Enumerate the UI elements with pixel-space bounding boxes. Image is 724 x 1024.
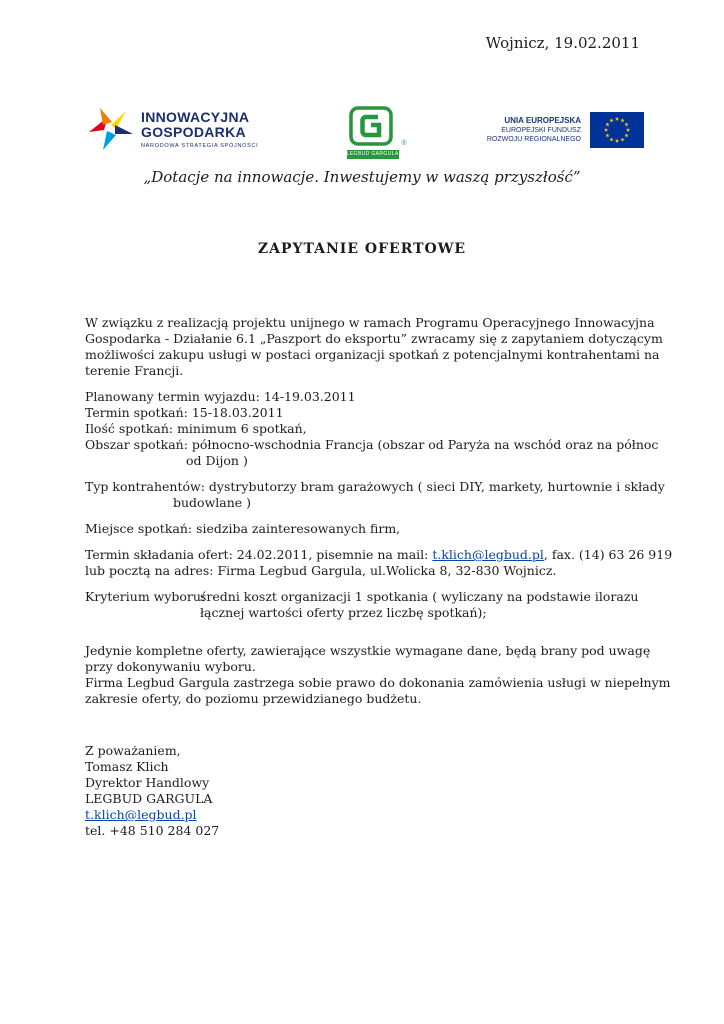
deadline-line	[85, 547, 684, 563]
paragraph-line: W związku z realizacją projektu unijnego w ramach Programu Operacyjnego Innowacyjna	[85, 315, 655, 330]
detail-line-meetings-term: Termin spotkań: 15-18.03.2011	[85, 405, 284, 420]
signature-position: Dyrektor Handlowy	[85, 775, 210, 790]
signature-closing: Z poważaniem,	[85, 743, 181, 758]
innowacyjna-gospodarka-logo	[88, 106, 258, 152]
detail-line-area: Obszar spotkań: północno-wschodnia Francja (obszar od Paryża na wschód oraz na północ	[85, 437, 659, 452]
meeting-place-line: Miejsce spotkań: siedziba zainteresowanych firm,	[85, 521, 401, 536]
closing-line: zakresie oferty, do poziomu przewidzianego budżetu.	[85, 691, 422, 706]
legbud-gargula-logo	[346, 106, 407, 159]
eu-flag-icon	[590, 112, 644, 148]
ig-logo-text	[141, 110, 258, 149]
closing-line: Jedynie kompletne oferty, zawierające wszystkie wymagane dane, będą brany pod uwagę	[85, 643, 651, 658]
eu-line1: UNIA EUROPEJSKA	[504, 116, 581, 125]
header-logos	[88, 106, 644, 159]
contractors-line: Typ kontrahentów: dystrybutorzy bram garażowych ( sieci DIY, markety, hurtownie i składy	[85, 479, 665, 494]
signature-email-link[interactable]: t.klich@legbud.pl	[85, 807, 197, 822]
ig-star-icon	[88, 106, 134, 152]
page-title: ZAPYTANIE OFERTOWE	[257, 241, 467, 257]
motto-line: „Dotacje na innowacje. Inwestujemy w waszą przyszłość”	[143, 168, 581, 186]
deadline-line-cont: lub pocztą na adres: Firma Legbud Gargula, ul.Wolicka 8, 32-830 Wojnicz.	[85, 563, 557, 578]
contractors-line-cont: budowlane )	[173, 495, 252, 510]
criterion-line	[85, 589, 684, 605]
legbud-caption: LEGBUD GARGULA	[346, 151, 399, 157]
signature-company: LEGBUD GARGULA	[85, 791, 213, 806]
eu-logo	[487, 112, 644, 148]
letter-body	[85, 315, 684, 839]
legbud-logo-icon	[349, 106, 397, 148]
paragraph-line: możliwości zakupu usługi w postaci organizacji spotkań z potencjalnymi kontrahentami na	[85, 347, 660, 362]
eu-logo-text	[487, 116, 581, 144]
deadline-text-before: Termin składania ofert: 24.02.2011, pisemnie na mail:	[85, 547, 433, 562]
email-link[interactable]: t.klich@legbud.pl	[432, 547, 544, 562]
eu-line3: ROZWOJU REGIONALNEGO	[486, 136, 581, 143]
deadline-text-after: , fax. (14) 63 26 919	[543, 547, 673, 562]
closing-line: przy dokonywaniu wyboru.	[85, 659, 256, 674]
signature-phone: tel. +48 510 284 027	[85, 823, 220, 838]
date-line: Wojnicz, 19.02.2011	[485, 34, 640, 52]
closing-line: Firma Legbud Gargula zastrzega sobie prawo do dokonania zamówienia usługi w niepełnym	[85, 675, 671, 690]
registered-mark: ®	[401, 139, 407, 147]
detail-line-area-cont: od Dijon )	[186, 453, 248, 468]
eu-line2: EUROPEJSKI FUNDUSZ	[501, 127, 581, 134]
paragraph-line: terenie Francji.	[85, 363, 184, 378]
detail-line-meetings-count: Ilość spotkań: minimum 6 spotkań,	[85, 421, 307, 436]
criterion-label: Kryterium wyboru:	[85, 589, 206, 604]
ig-subtitle: NARODOWA STRATEGIA SPÓJNOŚCI	[141, 142, 259, 149]
ig-title-line1: INNOWACYJNA	[141, 108, 250, 125]
criterion-text: średni koszt organizacji 1 spotkania ( wyliczany na podstawie ilorazu	[200, 589, 639, 604]
criterion-line-cont: łącznej wartości oferty przez liczbę spotkań);	[200, 605, 487, 620]
paragraph-line: Gospodarka - Działanie 6.1 „Paszport do eksportu” zwracamy się z zapytaniem dotyczącym	[85, 331, 663, 346]
signature-name: Tomasz Klich	[85, 759, 169, 774]
detail-line-departure: Planowany termin wyjazdu: 14-19.03.2011	[85, 389, 356, 404]
ig-title-line2: GOSPODARKA	[141, 123, 246, 140]
